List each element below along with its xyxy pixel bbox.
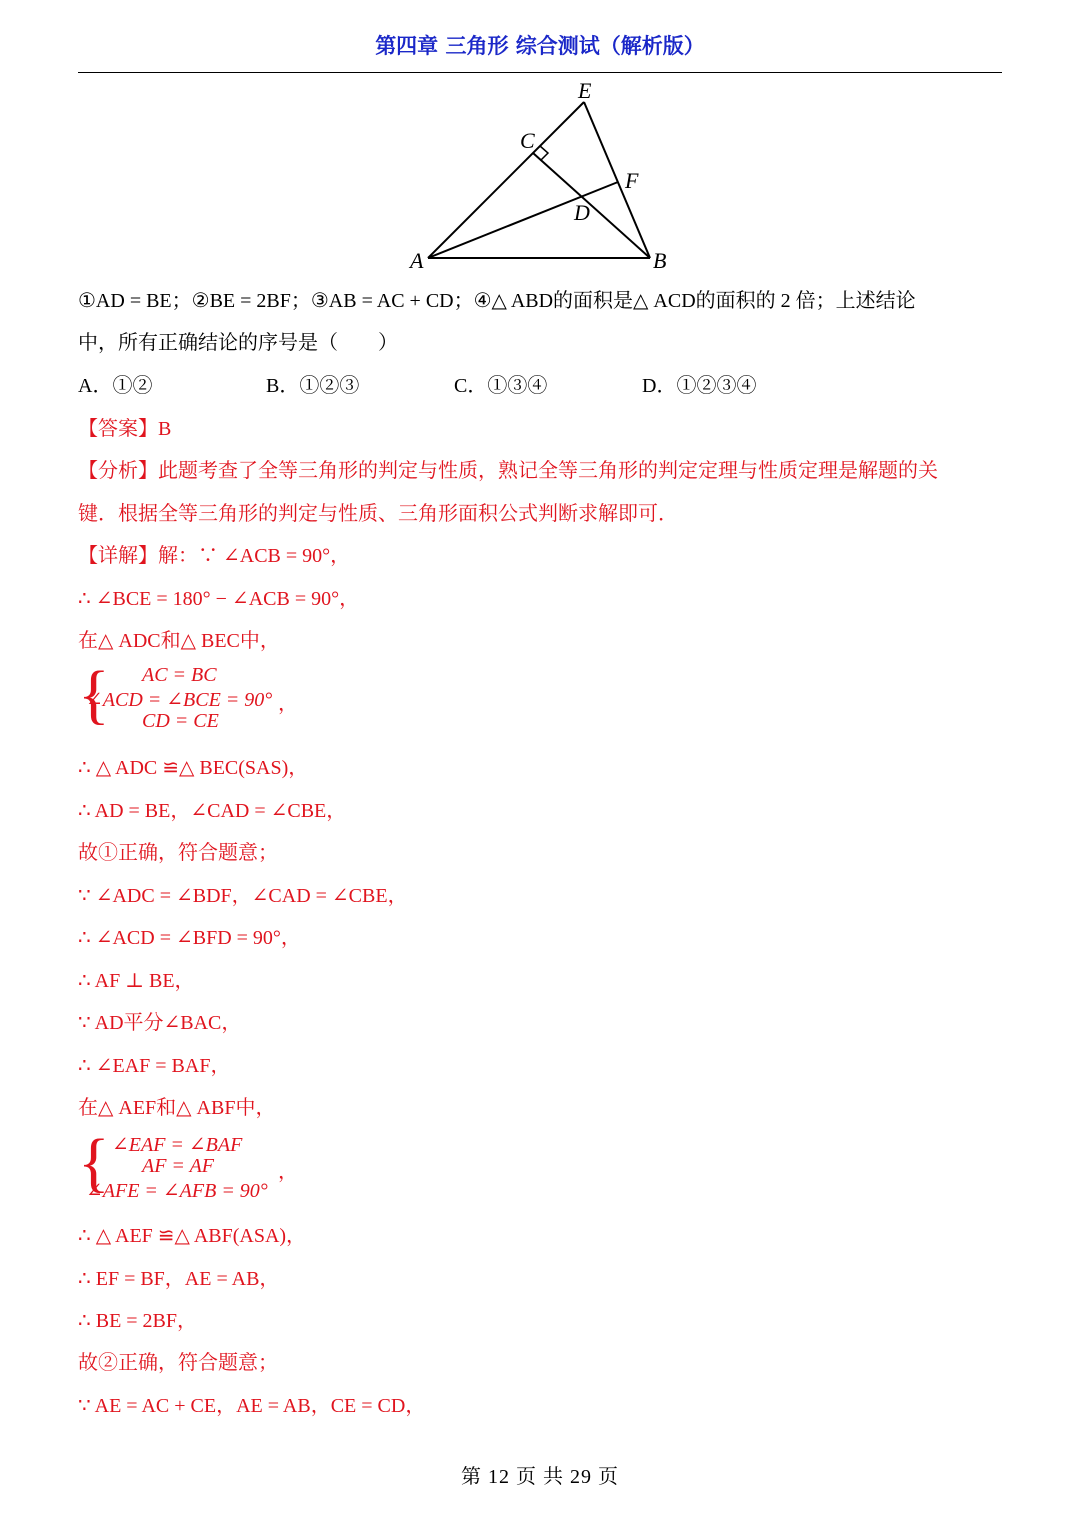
question-line-2: 中，所有正确结论的序号是（ ） (78, 332, 398, 354)
label-A: A (410, 248, 424, 273)
system-row: ∠EAF = ∠BAF (112, 1134, 243, 1156)
solution-step: 【详解】解：∵ ∠ACB = 90°， (78, 545, 351, 567)
system-row: AF = AF (142, 1155, 215, 1177)
system-comma: ， (278, 1161, 298, 1183)
solution-step: 在△ ADC和△ BEC中， (78, 630, 280, 652)
equation-system-2 (78, 1126, 338, 1204)
label-B: B (653, 248, 667, 273)
segment-AE (428, 102, 584, 258)
header-divider (78, 72, 1002, 73)
label-D: D (574, 200, 590, 225)
answer-line: 【答案】B (78, 418, 172, 440)
system-row: ∠AFE = ∠AFB = 90° (86, 1180, 268, 1202)
solution-step: ∴ AF ⊥ BE， (78, 970, 195, 992)
choice-c: C．①③④ (454, 375, 548, 397)
analysis-line-2: 键．根据全等三角形的判定与性质、三角形面积公式判断求解即可． (78, 503, 678, 525)
segment-EB (584, 102, 650, 258)
triangle-figure (400, 78, 680, 278)
page-header-title: 第四章 三角形 综合测试（解析版） (375, 34, 705, 58)
solution-step: ∴ ∠EAF = BAF， (78, 1055, 231, 1077)
right-angle-mark (540, 146, 548, 160)
solution-step: ∴ AD = BE，∠CAD = ∠CBE， (78, 800, 347, 822)
label-E: E (578, 78, 592, 103)
label-F: F (625, 168, 639, 193)
system-row: AC = BC (142, 664, 217, 686)
solution-step: 故①正确，符合题意； (78, 842, 278, 864)
left-brace: { (78, 658, 110, 731)
solution-step: ∴ ∠ACD = ∠BFD = 90°， (78, 927, 301, 949)
system-row: ∠ACD = ∠BCE = 90° (86, 689, 273, 711)
choice-d: D．①②③④ (642, 375, 757, 397)
solution-step: ∴ △ ADC ≌△ BEC(SAS)， (78, 757, 309, 779)
left-brace: { (78, 1126, 110, 1199)
solution-step: ∵ AE = AC + CE，AE = AB，CE = CD， (78, 1395, 426, 1417)
solution-step: 故②正确，符合题意； (78, 1352, 278, 1374)
solution-step: ∵ ∠ADC = ∠BDF，∠CAD = ∠CBE， (78, 885, 408, 907)
solution-step: ∴ ∠BCE = 180° − ∠ACB = 90°， (78, 588, 360, 610)
solution-step: ∵ AD平分∠BAC， (78, 1012, 242, 1034)
page-footer: 第 12 页 共 29 页 (461, 1466, 619, 1488)
system-comma: ， (278, 693, 298, 715)
solution-step: ∴ △ AEF ≌△ ABF(ASA)， (78, 1225, 307, 1247)
label-C: C (520, 128, 535, 153)
question-line-1: ①AD = BE；②BE = 2BF；③AB = AC + CD；④△ ABD的面积是△ ACD的面积的 2 倍；上述结论 (78, 290, 916, 312)
analysis-line-1: 【分析】此题考查了全等三角形的判定与性质，熟记全等三角形的判定定理与性质定理是解题的关 (78, 460, 938, 482)
solution-step: ∴ BE = 2BF， (78, 1310, 198, 1332)
solution-step: ∴ EF = BF，AE = AB， (78, 1268, 280, 1290)
choice-b: B．①②③ (266, 375, 360, 397)
choice-a: A．①② (78, 375, 153, 397)
equation-system-1 (78, 658, 338, 736)
system-row: CD = CE (142, 710, 219, 732)
solution-step: 在△ AEF和△ ABF中， (78, 1097, 276, 1119)
